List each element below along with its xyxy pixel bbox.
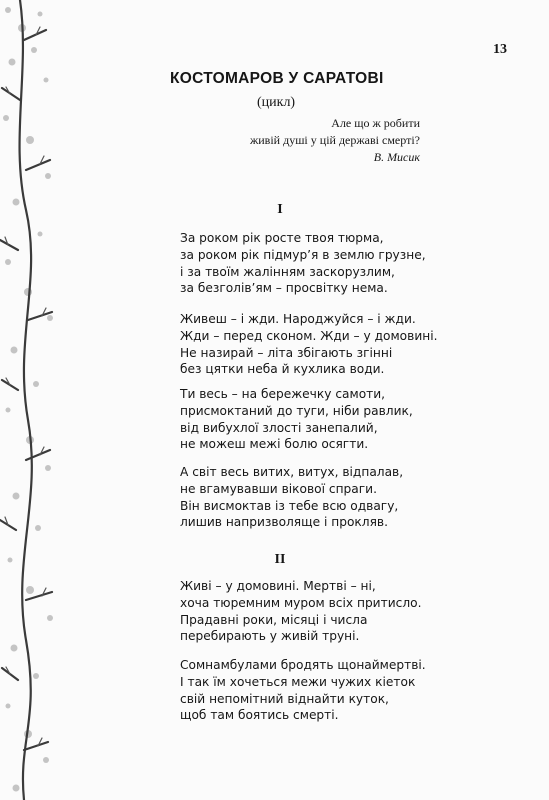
stanza [180, 230, 426, 297]
stanza [180, 386, 413, 453]
epigraph-author: В. Мисик [373, 150, 420, 164]
section-number: II [274, 552, 286, 567]
poem-line: не вгамувавши вікової спраги. [180, 481, 377, 496]
thorn-branch-border-illustration [0, 0, 58, 800]
stanza [180, 311, 437, 378]
poem-cycle-subtitle: (цикл) [257, 95, 296, 110]
poem-line: і за твоїм жалінням заскорузлим, [180, 264, 395, 279]
poem-line: Він висмоктав із тебе всю одвагу, [180, 498, 399, 513]
poem-line: Живі – у домовині. Мертві – ні, [180, 579, 376, 593]
poem-cycle-title: КОСТОМАРОВ У САРАТОВІ [170, 70, 384, 87]
poem-line: Жди – перед сконом. Жди – у домовині. [180, 328, 438, 343]
section-number: I [277, 202, 283, 217]
poem-line: хоча тюремним муром всіх притисло. [180, 595, 422, 610]
poem-line: За роком рік росте твоя тюрма, [180, 231, 384, 245]
stanza [180, 578, 421, 645]
poem-line: перебирають у живій труні. [180, 629, 360, 644]
poem-line: лишив напризволяще і прокляв. [180, 515, 388, 530]
poem-line: А світ весь витих, витух, відпалав, [180, 465, 404, 479]
poem-line: І так їм хочеться межи чужих кіеток [180, 674, 416, 689]
stanza [180, 464, 403, 531]
page-number: 13 [493, 42, 507, 57]
poem-line: присмоктаний до туги, ніби равлик, [180, 403, 413, 418]
poem-line: від вибухлої злості занепалий, [180, 420, 378, 435]
epigraph-line: Але що ж робити [331, 116, 420, 130]
poem-line: Ти весь – на бережечку самоти, [180, 387, 386, 401]
poem-line: за роком рік підмур’я в землю грузне, [180, 247, 426, 262]
poem-line: за безголів’ям – просвітку нема. [180, 281, 388, 296]
epigraph-line: живій душі у цій державі смерті? [249, 133, 420, 147]
poem-line: Живеш – і жди. Народжуйся – і жди. [180, 312, 416, 326]
poem-line: без цятки неба й кухлика води. [180, 362, 385, 377]
poem-line: Не назирай – літа збігають згінні [180, 345, 393, 360]
poem-line: щоб там боятись смерті. [180, 708, 339, 723]
poem-line: Сомнамбулами бродять щонаймертві. [180, 658, 426, 672]
stanza [180, 657, 426, 724]
epigraph [250, 115, 420, 166]
poem-line: не можеш межі болю осягти. [180, 437, 369, 452]
poem-line: Прадавні роки, місяці і числа [180, 612, 368, 627]
poem-line: свій непомітний віднайти куток, [180, 691, 389, 706]
